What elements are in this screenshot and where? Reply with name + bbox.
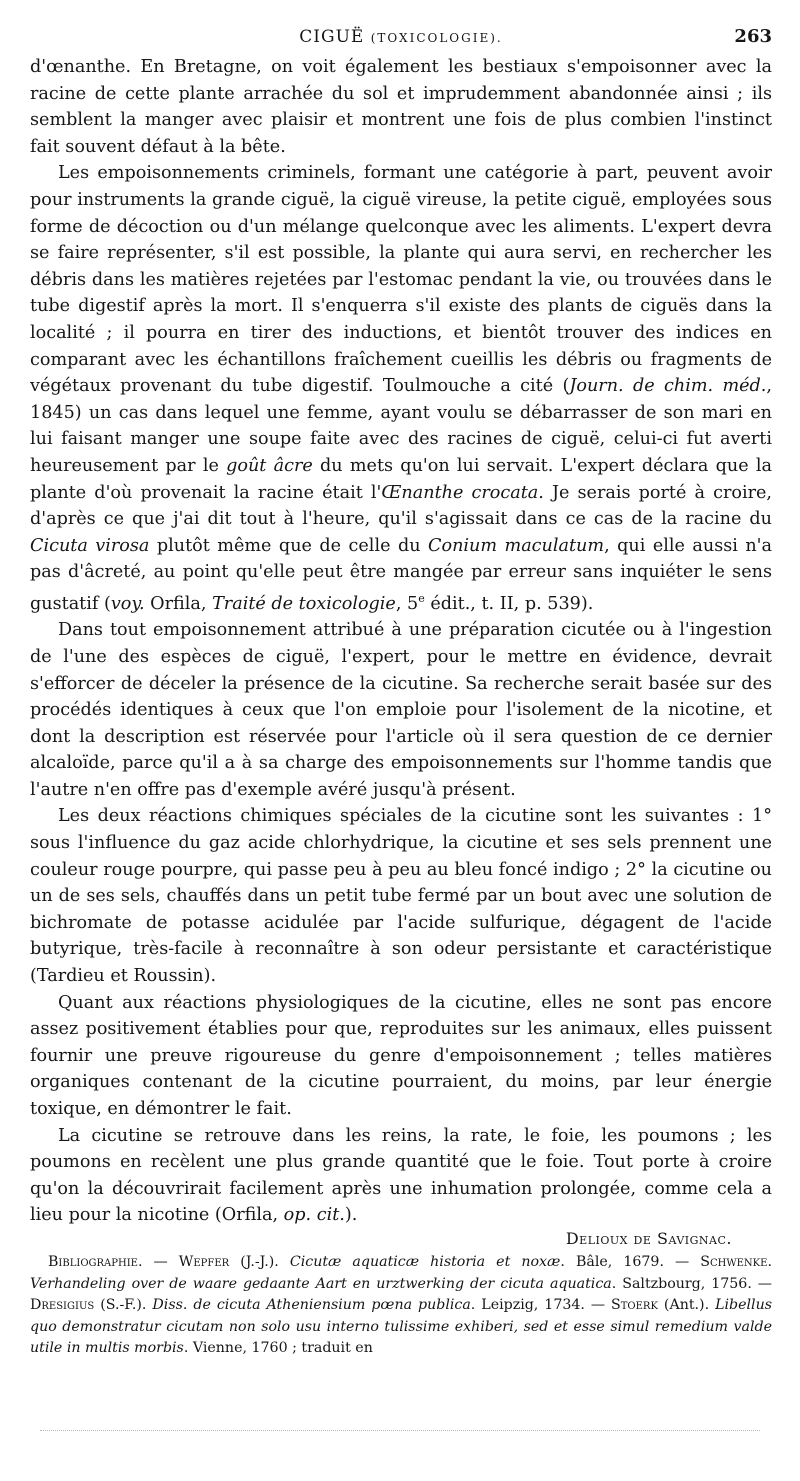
paragraph: [30, 160, 772, 617]
text-run: . Vienne, 1760 ; traduit en: [183, 1340, 373, 1357]
text-run: (Ant.).: [657, 1297, 716, 1314]
italic-run: Verhandeling over de waare gedaante Aart en urztwerking der cicuta aquatica: [30, 1275, 612, 1292]
last-paragraph: [30, 1123, 772, 1229]
italic-run: Cicutæ aquaticæ historia et noxæ: [289, 1253, 561, 1270]
text-run: . Je serais porté à croire, d'après ce que j'ai dit tout à l'heure, qu'il s'agissait dans ce cas de la racine du: [30, 482, 772, 530]
superscript-run: e: [418, 591, 425, 605]
text-run: . Saltzbourg, 1756. —: [611, 1275, 772, 1292]
text-run: (J.-J.).: [229, 1253, 290, 1270]
body-text: [30, 54, 772, 1360]
smallcaps-run: Wepfer: [178, 1253, 230, 1270]
italic-run: Cicuta virosa: [30, 535, 150, 556]
italic-run: voy.: [110, 593, 145, 614]
header-main-title: CIGUË: [299, 27, 365, 47]
text-run: . Leipzig, 1734. —: [470, 1297, 612, 1314]
text-run: , 1845) un cas dans lequel une femme, ayant voulu se débarrasser de son mari en lui faisant manger une soupe faite avec des racines de ciguë, celui-ci fut averti heureusement par le: [30, 376, 772, 476]
text-run: .: [767, 1253, 772, 1270]
final-paragraph: [30, 1123, 772, 1229]
text-run: Orfila,: [144, 593, 213, 614]
bottom-dotted-rule: [40, 1430, 760, 1437]
signature-row: [30, 1229, 772, 1248]
italic-run: Œnanthe crocata: [381, 482, 539, 503]
italic-run: Conium maculatum: [428, 535, 605, 556]
italic-run: Diss. de cicuta Atheniensium pœna publica: [152, 1297, 471, 1314]
paragraph: [30, 990, 772, 1123]
smallcaps-run: Schwenke: [700, 1253, 768, 1270]
text-run: , 5: [395, 593, 419, 614]
smallcaps-run: Dresigius: [30, 1297, 95, 1314]
text-run: . Bâle, 1679. —: [560, 1253, 701, 1270]
document-page: [30, 26, 772, 1360]
italic-run: op. cit.: [283, 1205, 345, 1226]
text-run: d'œnanthe. En Bretagne, on voit également les bestiaux s'empoisonner avec la racine de cette plante arrachée du sol et imprudemment abandonnée ainsi ; ils semblent la manger avec plaisir et montrent une fois de plus combien l'instinct fait souvent défaut à la bête.: [30, 57, 772, 157]
paragraph: [30, 617, 772, 803]
header-subtitle: (TOXICOLOGIE).: [370, 31, 503, 45]
running-header: [30, 26, 772, 54]
header-title: [30, 27, 732, 47]
text-run: plutôt même que de celle du: [149, 535, 429, 556]
text-run: du mets qu'on lui servait. L'expert déclara que la plante d'où provenait la racine était l': [30, 455, 772, 503]
text-run: , qui elle aussi n'a pas d'âcreté, au point qu'elle peut être mangée par erreur sans inquiéter le sens gustatif (: [30, 535, 772, 614]
bibliography: [30, 1252, 772, 1360]
text-run: —: [142, 1253, 179, 1270]
text-run: La cicutine se retrouve dans les reins, la rate, le foie, les poumons ; les poumons en recèlent une plus grande quantité que le foie. Tout porte à croire qu'on la découvrirait facilement après une inhumation prolongée, comme cela a lieu pour la nicotine (Orfila,: [30, 1125, 772, 1226]
text-run: ).: [344, 1205, 358, 1226]
paragraph: [30, 54, 772, 160]
italic-run: Libellus quo demonstratur cicutam non solo usu interno tulissime exhiberi, sed et esse simul remedium valde utile in multis morbis: [30, 1297, 772, 1357]
text-run: (S.-F.).: [94, 1297, 153, 1314]
text-run: édit., t. II, p. 539).: [424, 593, 594, 614]
text-run: Dans tout empoisonnement attribué à une préparation cicutée ou à l'ingestion de l'une des espèces de ciguë, l'expert, pour le mettre en évidence, devrait s'efforcer de déceler la présence de la cicutine. Sa recherche serait basée sur des procédés identiques à ceux que l'on emploie pour l'isolement de la nicotine, et dont la description est réservée pour l'article où il sera question de ce dernier alcaloïde, parce qu'il a à sa charge des empoisonnements sur l'homme tandis que l'autre n'en offre pas d'exemple avéré jusqu'à présent.: [30, 620, 772, 800]
text-run: Les deux réactions chimiques spéciales de la cicutine sont les suivantes : 1° sous l'influence du gaz acide chlorhydrique, la cicutine et ses sels prennent une couleur rouge pourpre, qui passe peu à peu au bleu foncé indigo ; 2° la cicutine ou un de ses sels, chauffés dans un petit tube fermé par un bout avec une solution de bichromate de potasse acidulée par l'acide sulfurique, dégagent de l'acide butyrique, très-facile à reconnaître à son odeur persistante et caractéristique (Tardieu et Roussin).: [30, 806, 772, 987]
paragraph: [30, 803, 772, 989]
smallcaps-run: Bibliographie.: [48, 1253, 143, 1270]
italic-run: goût âcre: [226, 455, 313, 476]
page-number: 263: [734, 26, 772, 47]
italic-run: Journ. de chim. méd.: [569, 376, 767, 397]
text-run: Quant aux réactions physiologiques de la cicutine, elles ne sont pas encore assez positivement établies pour que, reproduites sur les animaux, elles puissent fournir une preuve rigoureuse du genre d'empoisonnement ; telles matières organiques contenant de la cicutine pourraient, du moins, par leur énergie toxique, en démontrer le fait.: [30, 992, 772, 1120]
text-run: Les empoisonnements criminels, formant une catégorie à part, peuvent avoir pour instruments la grande ciguë, la ciguë vireuse, la petite ciguë, employées sous forme de décoction ou d'un mélange quelconque avec les aliments. L'expert devra se faire représenter, s'il est possible, la plante qui aura servi, en rechercher les débris dans les matières rejetées par l'estomac pendant la vie, ou trouvées dans le tube digestif après la mort. Il s'enquerra s'il existe des plants de ciguës dans la localité ; il pourra en tirer des inductions, et bientôt trouver des indices en comparant avec les échantillons fraîchement cueillis les débris ou fragments de végétaux provenant du tube digestif. Toulmouche a cité (: [30, 163, 772, 397]
smallcaps-run: Stoerk: [611, 1297, 658, 1314]
paragraph-list: [30, 54, 772, 1123]
italic-run: Traité de toxicologie: [212, 593, 396, 614]
author-signature: Delioux de Savignac.: [565, 1228, 732, 1248]
